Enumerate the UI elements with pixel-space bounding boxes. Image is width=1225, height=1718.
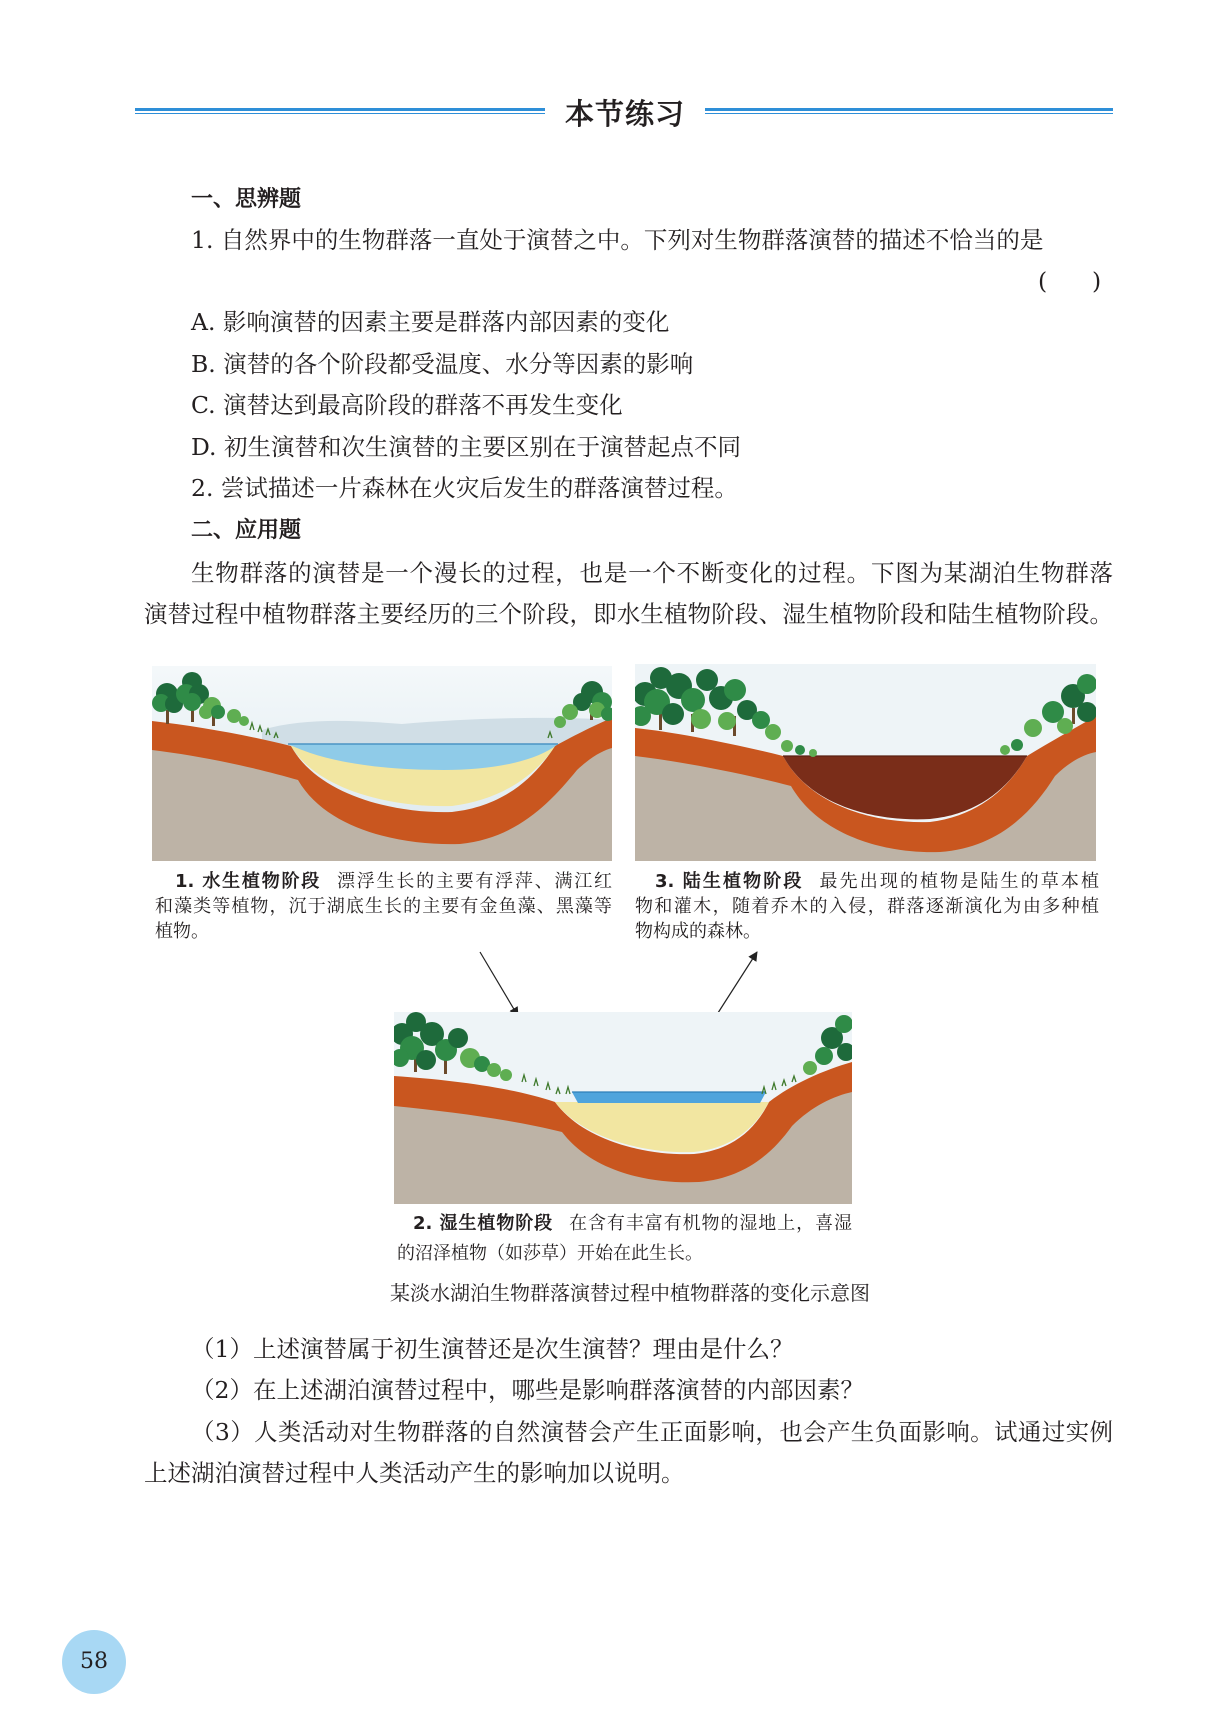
intro-paragraph-line-2: 演替过程中植物群落主要经历的三个阶段，即水生植物阶段、湿生植物阶段和陆生植物阶段。 (144, 600, 1113, 628)
option-b: B. 演替的各个阶段都受温度、水分等因素的影响 (191, 350, 694, 378)
application-question-3-line-2: 上述湖泊演替过程中人类活动产生的影响加以说明。 (144, 1459, 685, 1487)
terrestrial-plant-stage-illustration (635, 664, 1096, 861)
stage-1-caption-line-1 (175, 870, 612, 894)
answer-bracket: ( ) (1038, 267, 1102, 295)
stage-1-caption-line-3: 植物。 (155, 921, 209, 942)
shallow-water (572, 1092, 766, 1103)
figure-caption: 某淡水湖泊生物群落演替过程中植物群落的变化示意图 (390, 1281, 870, 1305)
application-question-2: （2）在上述湖泊演替过程中，哪些是影响群落演替的内部因素？ (191, 1376, 864, 1404)
stage-2-caption-line-2: 的沼泽植物（如莎草）开始在此生长。 (397, 1243, 703, 1264)
stage-3-label: 3. 陆生植物阶段 (655, 871, 804, 892)
header-rule-right (705, 108, 1113, 114)
stage-2-label: 2. 湿生植物阶段 (413, 1213, 554, 1234)
arrow-wetland-to-terrestrial (716, 952, 757, 1016)
section-title: 本节练习 (564, 97, 685, 131)
arrow-aquatic-to-wetland (480, 952, 518, 1016)
stage-3-caption-line-1 (655, 870, 1099, 894)
stage-3-caption-line-2: 物和灌木，随着乔木的入侵，群落逐渐演化为由多种植 (635, 896, 1099, 917)
wetland-plant-stage-illustration (394, 1012, 852, 1204)
question-1: 1. 自然界中的生物群落一直处于演替之中。下列对生物群落演替的描述不恰当的是 (191, 226, 1044, 254)
stage-1-caption-line-2: 和藻类等植物，沉于湖底生长的主要有金鱼藻、黑藻等 (155, 896, 612, 917)
question-2: 2. 尝试描述一片森林在火灾后发生的群落演替过程。 (191, 474, 738, 502)
exercise-one-heading: 一、思辨题 (191, 187, 302, 212)
intro-paragraph-line-1: 生物群落的演替是一个漫长的过程，也是一个不断变化的过程。下图为某湖泊生物群落 (191, 559, 1113, 587)
stage-1-label: 1. 水生植物阶段 (175, 871, 322, 892)
application-question-1: （1）上述演替属于初生演替还是次生演替？理由是什么？ (191, 1335, 794, 1363)
stage-2-caption-line-1 (413, 1212, 852, 1236)
option-d: D. 初生演替和次生演替的主要区别在于演替起点不同 (191, 433, 741, 461)
option-c: C. 演替达到最高阶段的群落不再发生变化 (191, 391, 623, 419)
page-number: 58 (62, 1630, 126, 1694)
header-rule-left (135, 108, 545, 114)
aquatic-plant-stage-illustration (152, 666, 612, 861)
stage-2-text: 在含有丰富有机物的湿地上，喜湿 (569, 1213, 852, 1234)
application-question-3-line-1: （3）人类活动对生物群落的自然演替会产生正面影响，也会产生负面影响。试通过实例 (191, 1418, 1113, 1446)
stage-1-text: 漂浮生长的主要有浮萍、满江红 (337, 871, 612, 892)
exercise-two-heading: 二、应用题 (191, 518, 302, 543)
option-a: A. 影响演替的因素主要是群落内部因素的变化 (191, 308, 670, 336)
stage-3-caption-line-3: 物构成的森林。 (635, 921, 761, 942)
stage-3-text: 最先出现的植物是陆生的草本植 (819, 871, 1099, 892)
